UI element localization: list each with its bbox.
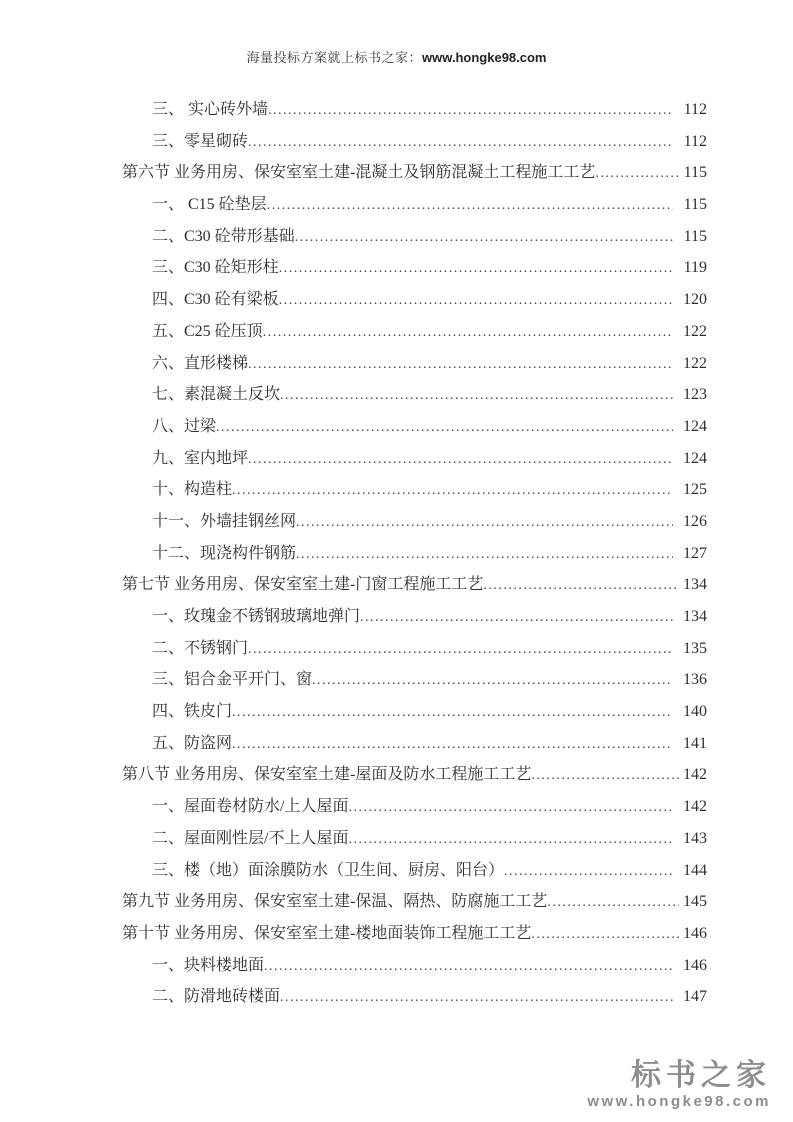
toc-page-number: 146: [683, 924, 707, 942]
toc-entry[interactable]: [122, 284, 707, 316]
toc-entry-label: 二、C30 砼带形基础: [152, 227, 295, 245]
toc-page-number: 145: [683, 893, 707, 911]
toc-entry-label: 三、铝合金平开门、窗: [152, 671, 313, 689]
toc-page-number: 135: [683, 639, 707, 657]
toc-page-number: 125: [683, 481, 707, 499]
toc-page-number: 146: [683, 956, 707, 974]
toc-entry-label: 三、C30 砼矩形柱: [152, 259, 279, 277]
toc-entry-label: 一、 C15 砼垫层: [152, 196, 267, 214]
toc-page-number: 141: [683, 734, 707, 752]
toc-leader-dots: [531, 760, 679, 792]
toc-entry[interactable]: [122, 538, 707, 570]
toc-entry[interactable]: [122, 474, 707, 506]
toc-entry-label: 十一、外墙挂钢丝网: [152, 512, 297, 530]
toc-page-number: 127: [683, 544, 707, 562]
toc-entry[interactable]: [122, 950, 707, 982]
toc-entry-label: 七、素混凝土反坎: [152, 386, 281, 404]
toc-entry-label: 第七节 业务用房、保安室室土建-门窗工程施工工艺: [122, 576, 484, 594]
toc-entry-label: 六、直形楼梯: [152, 354, 249, 372]
toc-leader-dots: [268, 95, 673, 127]
toc-entry[interactable]: [122, 886, 707, 918]
toc-page-number: 115: [683, 227, 707, 245]
toc-leader-dots: [360, 602, 673, 634]
toc-entry-label: 二、屋面刚性层/不上人屋面: [152, 829, 349, 847]
toc-leader-dots: [312, 665, 673, 697]
toc-entry[interactable]: [122, 157, 707, 189]
toc-leader-dots: [531, 919, 679, 951]
toc-entry[interactable]: [122, 569, 707, 601]
toc-page-number: 124: [683, 417, 707, 435]
toc-entry[interactable]: [122, 633, 707, 665]
toc-entry[interactable]: [122, 759, 707, 791]
toc-entry-label: 九、室内地坪: [152, 449, 249, 467]
toc-entry-label: 五、防盗网: [152, 734, 233, 752]
toc-entry-label: 一、玫瑰金不锈钢玻璃地弹门: [152, 608, 361, 625]
toc-entry-label: 四、C30 砼有梁板: [152, 291, 279, 309]
toc-entry-label: 二、防滑地砖楼面: [152, 988, 281, 1006]
toc-page-number: 112: [683, 101, 707, 118]
toc-leader-dots: [348, 824, 673, 856]
toc-page-number: 119: [683, 259, 707, 277]
toc-page-number: 142: [683, 798, 707, 816]
toc-page-number: 134: [683, 608, 707, 625]
toc-entry-label: 五、C25 砼压顶: [152, 322, 263, 340]
page-header: [0, 47, 793, 66]
toc-entry-label: 一、屋面卷材防水/上人屋面: [152, 798, 349, 816]
toc-entry-label: 八、过梁: [152, 417, 217, 435]
toc-page-number: 112: [683, 132, 707, 150]
toc-leader-dots: [248, 634, 673, 666]
toc-page-number: 120: [683, 291, 707, 309]
toc-leader-dots: [504, 856, 673, 888]
toc-entry-label: 第十节 业务用房、保安室室土建-楼地面装饰工程施工工艺: [122, 924, 532, 942]
toc-leader-dots: [248, 444, 673, 476]
toc-entry[interactable]: [122, 601, 707, 633]
toc-entry[interactable]: [122, 316, 707, 348]
toc-entry-label: 三、楼（地）面涂膜防水（卫生间、厨房、阳台）: [152, 861, 505, 879]
toc-entry[interactable]: [122, 981, 707, 1013]
toc-page-number: 134: [683, 576, 707, 594]
toc-leader-dots: [280, 380, 673, 412]
toc-entry[interactable]: [122, 411, 707, 443]
toc-entry[interactable]: [122, 728, 707, 760]
toc-leader-dots: [216, 412, 673, 444]
toc-entry-label: 十、构造柱: [152, 481, 233, 499]
watermark: [587, 1060, 771, 1112]
watermark-brand: 标书之家: [631, 1059, 771, 1092]
toc-leader-dots: [264, 951, 673, 983]
toc-entry[interactable]: [122, 94, 707, 126]
toc-page-number: 115: [683, 196, 707, 214]
toc-leader-dots: [296, 507, 673, 539]
header-url: www.hongke98.com: [422, 50, 547, 65]
toc-entry-label: 一、块料楼地面: [152, 956, 265, 974]
toc-entry-label: 四、铁皮门: [152, 703, 233, 721]
toc-entry[interactable]: [122, 348, 707, 380]
toc-leader-dots: [263, 317, 673, 349]
toc: [122, 94, 707, 1013]
toc-entry[interactable]: [122, 855, 707, 887]
toc-leader-dots: [232, 697, 673, 729]
toc-leader-dots: [483, 570, 679, 602]
toc-entry[interactable]: [122, 221, 707, 253]
toc-leader-dots: [595, 158, 679, 190]
toc-entry[interactable]: [122, 823, 707, 855]
toc-entry[interactable]: [122, 443, 707, 475]
toc-entry[interactable]: [122, 252, 707, 284]
toc-entry-label: 三、零星砌砖: [152, 132, 249, 150]
header-site-text: 海量投标方案就上标书之家：: [246, 50, 422, 65]
toc-leader-dots: [348, 792, 673, 824]
toc-entry[interactable]: [122, 379, 707, 411]
toc-page-number: 142: [683, 766, 707, 784]
toc-entry-label: 三、 实心砖外墙: [152, 101, 269, 118]
toc-leader-dots: [267, 190, 673, 222]
toc-entry[interactable]: [122, 664, 707, 696]
toc-leader-dots: [279, 285, 673, 317]
toc-leader-dots: [295, 222, 673, 254]
toc-page-number: 124: [683, 449, 707, 467]
toc-page-number: 136: [683, 671, 707, 689]
toc-page-number: 143: [683, 829, 707, 847]
watermark-url: www.hongke98.com: [587, 1093, 771, 1110]
toc-leader-dots: [279, 253, 673, 285]
toc-entry[interactable]: [122, 791, 707, 823]
toc-entry[interactable]: [122, 189, 707, 221]
toc-leader-dots: [296, 539, 673, 571]
toc-page-number: 126: [683, 512, 707, 530]
toc-leader-dots: [280, 982, 673, 1014]
toc-page-number: 122: [683, 322, 707, 340]
toc-leader-dots: [248, 349, 673, 381]
toc-leader-dots: [547, 887, 679, 919]
toc-leader-dots: [232, 475, 673, 507]
toc-entry-label: 十二、现浇构件钢筋: [152, 544, 297, 562]
toc-leader-dots: [232, 729, 673, 761]
toc-entry[interactable]: [122, 918, 707, 950]
toc-entry-label: 第九节 业务用房、保安室室土建-保温、隔热、防腐施工工艺: [122, 893, 548, 911]
toc-page-number: 122: [683, 354, 707, 372]
toc-page-number: 123: [683, 386, 707, 404]
toc-page-number: 115: [683, 164, 707, 182]
toc-page-number: 144: [683, 861, 707, 879]
toc-page-number: 140: [683, 703, 707, 721]
toc-entry-label: 第六节 业务用房、保安室室土建-混凝土及钢筋混凝土工程施工工艺: [122, 164, 596, 182]
toc-entry-label: 第八节 业务用房、保安室室土建-屋面及防水工程施工工艺: [122, 766, 532, 784]
toc-entry[interactable]: [122, 126, 707, 158]
toc-entry-label: 二、不锈钢门: [152, 639, 249, 657]
toc-entry[interactable]: [122, 696, 707, 728]
toc-page-number: 147: [683, 988, 707, 1006]
toc-entry[interactable]: [122, 506, 707, 538]
toc-leader-dots: [248, 127, 673, 159]
